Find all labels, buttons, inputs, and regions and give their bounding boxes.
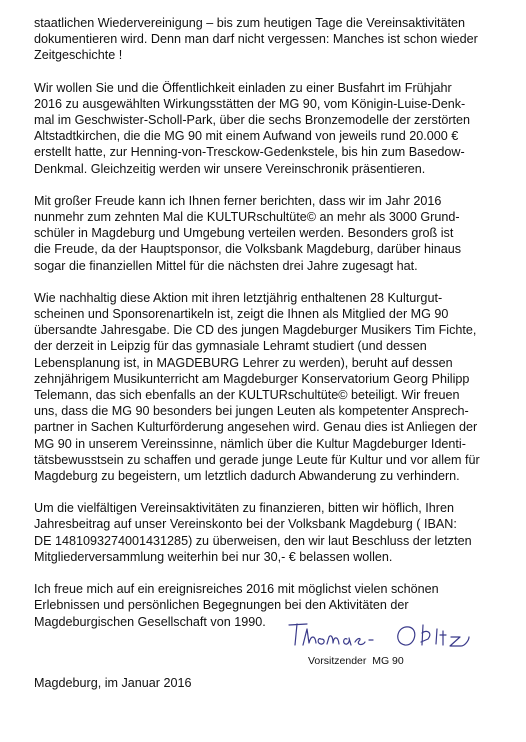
letter-body xyxy=(34,15,504,646)
text-line: der derzeit in Leipzig für das gymnasiale Lehramt studiert (und dessen xyxy=(34,339,427,354)
text-line: Magdeburgischen Gesellschaft von 1990. xyxy=(34,614,266,629)
text-line: Mit großer Freude kann ich Ihnen ferner berichten, dass wir im Jahr 2016 xyxy=(34,193,442,208)
text-line: die Freude, da der Hauptsponsor, die Volksbank Magdeburg, darüber hinaus xyxy=(34,242,462,257)
text-line: Wie nachhaltig diese Aktion mit ihren letztjährig enthaltenen 28 Kulturgut- xyxy=(34,290,443,305)
text-line: dokumentieren wird. Denn man darf nicht vergessen: Manches ist schon wieder xyxy=(34,32,478,47)
text-line: Jahresbeitrag auf unser Vereinskonto bei der Volksbank Magdeburg ( IBAN: xyxy=(34,517,457,532)
text-line: Ich freue mich auf ein ereignisreiches 2016 mit möglichst vielen schönen xyxy=(34,582,439,597)
place-date: Magdeburg, im Januar 2016 xyxy=(34,676,192,690)
text-line: mal im Geschwister-Scholl-Park, über die sechs Bronzemodelle der zerstörten xyxy=(34,113,471,128)
text-line: tätsbewusstsein zu schaffen und gerade junge Leute für Kultur und vor allem für xyxy=(34,452,480,467)
text-line: zehnjährigem Musikunterricht am Magdeburger Konservatorium Georg Philipp xyxy=(34,371,470,386)
text-line: Mitgliederversammlung weiterhin bei nur 30,- € belassen wollen. xyxy=(34,549,393,564)
paragraph-3 xyxy=(34,193,504,274)
text-line: Telemann, das sich ebenfalls an der KULTURschultüte© beteiligt. Wir freuen xyxy=(34,388,460,403)
text-line: nunmehr zum zehnten Mal die KULTURschultüte© an mehr als 3000 Grund- xyxy=(34,210,460,225)
text-line: Erlebnissen und persönlichen Begegnungen bei den Aktivitäten der xyxy=(34,598,409,613)
text-line: sogar die finanziellen Mittel für die nächsten drei Jahre zugesagt hat. xyxy=(34,258,418,273)
paragraph-4 xyxy=(34,290,504,484)
text-line: schüler in Magdeburg und Umgebung verteilen werden. Besonders groß ist xyxy=(34,226,454,241)
paragraph-5 xyxy=(34,500,504,565)
text-line: übersandte Jahresgabe. Die CD des jungen Magdeburger Musikers Tim Fichte, xyxy=(34,323,477,338)
text-line: erstellt hatte, zur Henning-von-Tresckow-Gedenkstele, bis hin zum Basedow- xyxy=(34,145,465,160)
text-line: 2016 zu ausgewählten Wirkungsstätten der MG 90, vom Königin-Luise-Denk- xyxy=(34,96,466,111)
text-line: Um die vielfältigen Vereinsaktivitäten zu finanzieren, bitten wir höflich, Ihren xyxy=(34,501,455,516)
text-line: scheinen und Sponsorenartikeln ist, zeigt die Ihnen als Mitglied der MG 90 xyxy=(34,307,449,322)
paragraph-2 xyxy=(34,80,504,177)
paragraph-6 xyxy=(34,581,504,630)
text-line: DE 1481093274001431285) zu überweisen, den wir laut Beschluss der letzten xyxy=(34,533,472,548)
text-line: Denkmal. Gleichzeitig werden wir unsere Vereinschronik präsentieren. xyxy=(34,161,426,176)
paragraph-1 xyxy=(34,15,504,64)
text-line: Magdeburg zu begeistern, um letztlich dadurch Abwanderung zu verhindern. xyxy=(34,469,460,484)
text-line: staatlichen Wiedervereinigung – bis zum heutigen Tage die Vereinsaktivitäten xyxy=(34,16,466,30)
text-line: Wir wollen Sie und die Öffentlichkeit einladen zu einer Busfahrt im Frühjahr xyxy=(34,80,452,95)
text-line: Zeitgeschichte ! xyxy=(34,48,123,63)
text-line: MG 90 in unserem Vereinssinne, nämlich über die Kultur Magdeburger Identi- xyxy=(34,436,466,451)
text-line: partner in Sachen Kulturförderung angesehen wird. Genau dies ist Anliegen der xyxy=(34,420,478,435)
text-line: Lebensplanung ist, in MAGDEBURG Lehrer zu werden), beruht auf dessen xyxy=(34,355,453,370)
signer-role: Vorsitzender MG 90 xyxy=(308,655,404,667)
text-line: Altstadtkirchen, die die MG 90 mit einem Aufwand von jeweils rund 20.000 € xyxy=(34,129,459,144)
text-line: uns, dass die MG 90 besonders bei jungen Leuten als kompetenter Ansprech- xyxy=(34,404,469,419)
